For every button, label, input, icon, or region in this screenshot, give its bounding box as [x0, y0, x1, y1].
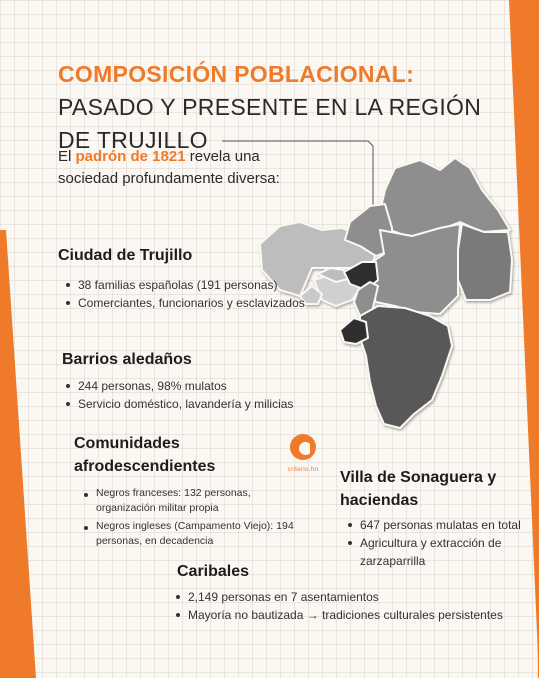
list-item: Agricultura y extracción de zarzaparrilla [360, 534, 539, 570]
map-region-coastal-dark [340, 318, 368, 344]
section-title-villa: Villa de Sonaguera y haciendas [340, 469, 497, 509]
list-item: Servicio doméstico, lavandería y milicias [78, 395, 378, 413]
section-title-comunidades: Comunidades afrodescendientes [74, 435, 216, 475]
villa-list [346, 516, 539, 570]
criterio-logo [279, 432, 327, 473]
list-item: Negros franceses: 132 personas, organización militar propia [96, 486, 296, 516]
list-item: 2,149 personas en 7 asentamientos [188, 588, 528, 606]
trujillo-list [64, 276, 308, 312]
intro-highlight: padrón de 1821 [75, 148, 186, 165]
list-item: Mayoría no bautizada → tradiciones culturales persistentes [188, 606, 528, 624]
section-title-caribales: Caribales [177, 563, 250, 580]
list-item: Negros ingleses (Campamento Viejo): 194 personas, en decadencia [96, 519, 296, 549]
caribales-list [174, 588, 528, 624]
page-title [58, 58, 498, 157]
title-highlight: COMPOSICIÓN POBLACIONAL: [58, 61, 415, 87]
logo-text: criterio.hn [287, 466, 319, 473]
criterio-logo-icon [288, 432, 318, 462]
section-title-barrios: Barrios aledaños [62, 351, 192, 368]
list-item: 647 personas mulatas en total [360, 516, 539, 534]
accent-bar-left [0, 0, 40, 678]
list-item: Comerciantes, funcionarios y esclavizados [78, 294, 308, 312]
section-title-trujillo: Ciudad de Trujillo [58, 247, 193, 264]
intro-suffix: revela una sociedad profundamente diversa: [58, 148, 280, 187]
comunidades-list [82, 486, 296, 549]
list-item: 244 personas, 98% mulatos [78, 377, 378, 395]
intro-prefix: El [58, 148, 76, 165]
map-region-east [458, 224, 512, 300]
list-item: 38 familias españolas (191 personas) [78, 276, 308, 294]
title-rest: PASADO Y PRESENTE EN LA REGIÓN DE TRUJILLO [58, 94, 482, 153]
barrios-list [64, 377, 378, 413]
